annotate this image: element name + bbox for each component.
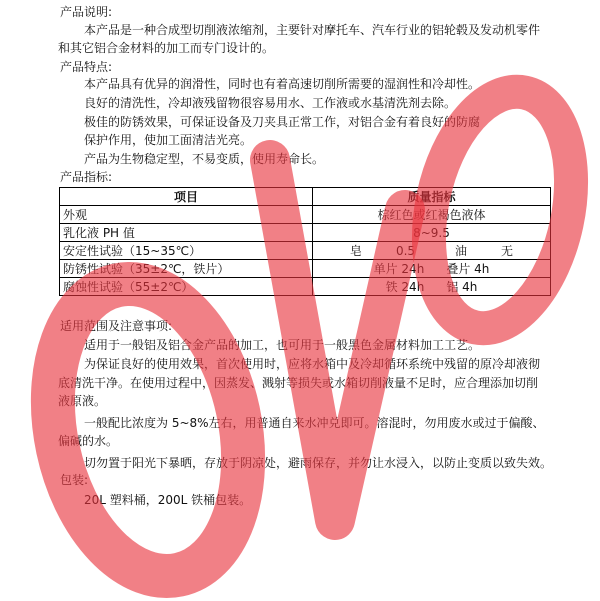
packing-line-1: 20L 塑料桶，200L 铁桶包装。 [84, 493, 252, 507]
corrosion-iron-value: 铁 24h [385, 279, 425, 294]
features-line-3: 极佳的防锈效果，可保证设备及刀夹具正常工作，对铝合金有着良好的防腐 [84, 115, 481, 129]
spec-row [60, 206, 551, 224]
intro-line-1: 本产品是一种合成型切削液浓缩剂，主要针对摩托车、汽车行业的铝轮毂及发动机零件 [84, 23, 541, 37]
features-line-2: 良好的清洗性，冷却液残留物很容易用水、工作液或水基清洗剂去除。 [84, 96, 457, 110]
spec-row-value: 棕红色或红褐色液体 [313, 206, 551, 224]
stability-soap-label: 皂 [349, 243, 362, 258]
features-line-1: 本产品具有优异的润滑性，同时也有着高速切削所需要的湿润性和冷却性。 [84, 77, 481, 91]
features-line-4: 保护作用，使加工面清洁光亮。 [84, 133, 253, 147]
spec-row [60, 224, 551, 242]
features-line-5: 产品为生物稳定型，不易变质，使用寿命长。 [84, 152, 325, 166]
intro-heading: 产品说明: [60, 5, 113, 19]
spec-row [60, 278, 551, 296]
spec-row-value [313, 260, 551, 278]
features-heading: 产品特点: [60, 60, 113, 74]
usage-line-7: 切勿置于阳光下暴晒，存放于阴凉处，避雨保存，并勿让水浸入，以防止变质以致失效。 [84, 456, 553, 470]
spec-row-value [313, 278, 551, 296]
spec-table [59, 187, 551, 296]
spec-row-item: 乳化液 PH 值 [60, 224, 313, 242]
spec-col-value: 质量指标 [313, 188, 551, 206]
spec-row-item: 腐蚀性试验（55±2℃） [60, 278, 313, 296]
usage-line-1: 适用于一般铝及铝合金产品的加工，也可用于一般黑色金属材料加工工艺。 [84, 338, 481, 352]
rust-single-value: 单片 24h [373, 261, 425, 276]
intro-line-2: 和其它铝合金材料的加工而专门设计的。 [58, 41, 275, 55]
usage-line-5: 一般配比浓度为 5~8%左右，用普通自来水冲兑即可。溶混时，勿用废水或过于偏酸、 [84, 416, 545, 430]
usage-line-2: 为保证良好的使用效果，首次使用时，应将水箱中及冷却循环系统中残留的原冷却液彻 [84, 357, 541, 371]
spec-row [60, 242, 551, 260]
packing-heading: 包装: [60, 473, 89, 487]
spec-header-row [60, 188, 551, 206]
rust-stacked-value: 叠片 4h [446, 261, 490, 276]
corrosion-aluminum-value: 铝 4h [446, 279, 478, 294]
usage-line-3: 底清洗干净。在使用过程中，因蒸发、溅射等损失或水箱切削液量不足时，应合理添加切削 [58, 376, 539, 390]
usage-line-4: 液原液。 [58, 394, 107, 408]
spec-row-item: 外观 [60, 206, 313, 224]
stability-soap-value: 0.5 [395, 243, 416, 258]
spec-row-item: 安定性试验（15~35℃） [60, 242, 313, 260]
usage-line-6: 偏碱的水。 [58, 434, 119, 448]
spec-col-item: 项目 [60, 188, 313, 206]
spec-row-value [313, 242, 551, 260]
spec-heading: 产品指标: [60, 170, 113, 184]
spec-row-value: 8~9.5 [313, 224, 551, 242]
stability-oil-label: 油 [455, 243, 468, 258]
stability-oil-value: 无 [501, 243, 514, 258]
spec-row-item: 防锈性试验（35±2℃，铁片） [60, 260, 313, 278]
spec-row [60, 260, 551, 278]
usage-heading: 适用范围及注意事项: [60, 319, 173, 333]
